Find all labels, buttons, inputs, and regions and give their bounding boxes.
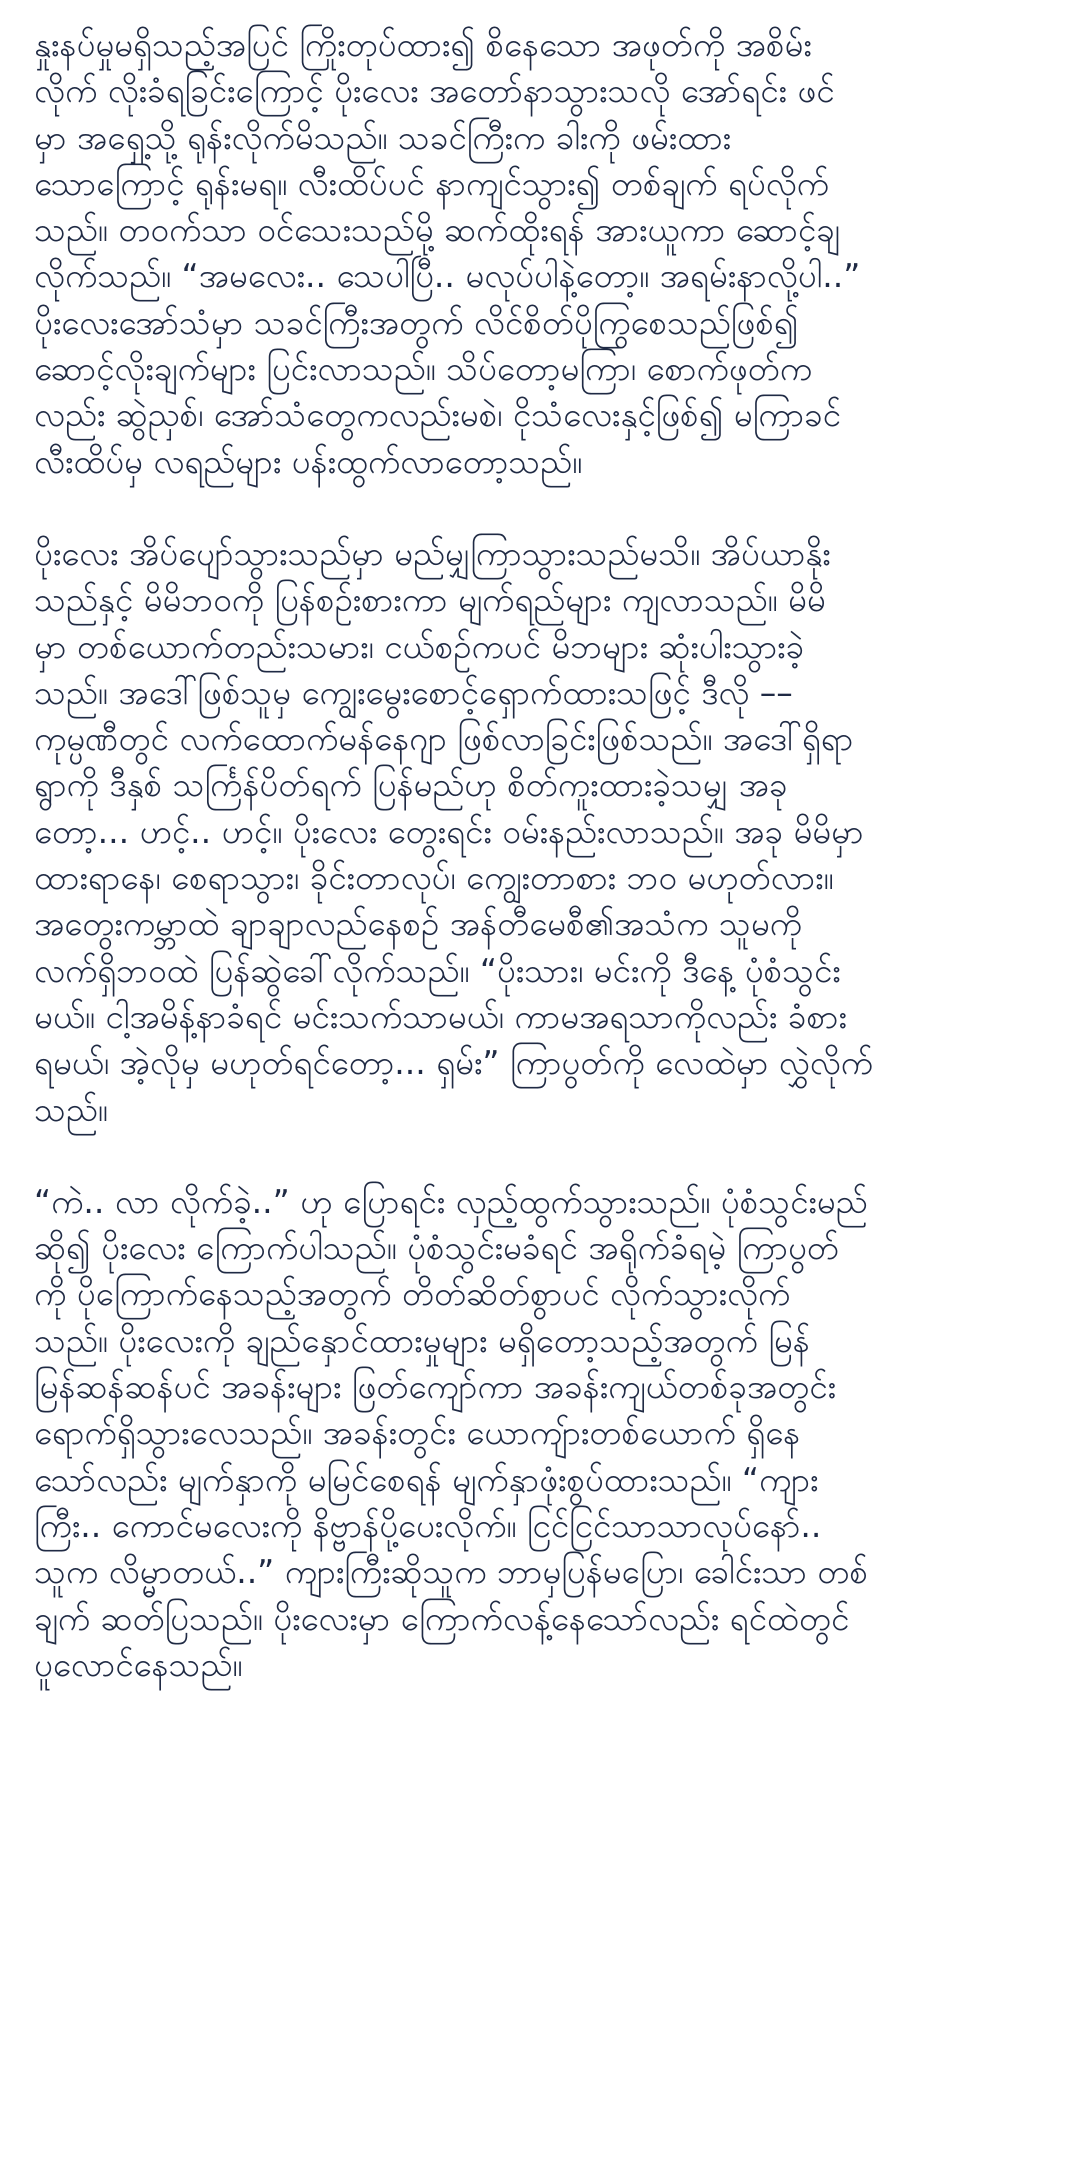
paragraph-line: “ကဲ.. လာ လိုက်ခဲ့..” ဟု ပြောရင်း လှည့်ထွက်သွားသည်။ ပုံစံသွင်းမည် (34, 1181, 868, 1221)
paragraph-line: လက်ရှိဘဝထဲ ပြန်ဆွဲခေါ်လိုက်သည်။ “ပိုးသား၊ မင်းကို ဒီနေ့ ပုံစံသွင်း (34, 950, 841, 990)
paragraph-line: လိုက် လိုးခံရခြင်းကြောင့် ပိုးလေး အတော်နာသွားသလို အော်ရင်း ဖင် (34, 71, 835, 111)
paragraph-line: ပိုးလေး အိပ်ပျော်သွားသည်မှာ မည်မျှကြာသွားသည်မသိ။ အိပ်ယာနိုး (34, 533, 831, 573)
article-body (34, 22, 1054, 1688)
paragraph-line: ကုမ္ပဏီတွင် လက်ထောက်မန်နေဂျာ ဖြစ်လာခြင်းဖြစ်သည်။ အဒေါ်ရှိရာ (34, 719, 854, 759)
paragraph-line: ကို ပိုကြောက်နေသည့်အတွက် တိတ်ဆိတ်စွာပင် လိုက်သွားလိုက် (34, 1274, 791, 1314)
paragraph-line: ရွာကို ဒီနှစ် သင်္ကြန်ပိတ်ရက် ပြန်မည်ဟု စိတ်ကူးထားခဲ့သမျှ အခု (34, 765, 788, 805)
paragraph-line: အတွေးကမ္ဘာထဲ ချာချာလည်နေစဉ် အန်တီမေစီ၏အသံက သူမကို (34, 904, 802, 944)
paragraph-line: ပူလောင်နေသည်။ (34, 1644, 243, 1684)
paragraph-line: သောကြောင့် ရုန်းမရ။ လီးထိပ်ပင် နာကျင်သွား၍ တစ်ချက် ရပ်လိုက် (34, 163, 829, 203)
paragraph-line: လိုက်သည်။ “အမလေး.. သေပါပြီ.. မလုပ်ပါနဲ့တော့။ အရမ်းနာလို့ပါ..” (34, 256, 861, 296)
paragraph-line: ဆို၍ ပိုးလေး ကြောက်ပါသည်။ ပုံစံသွင်းမခံရင် အရိုက်ခံရမဲ့ ကြာပွတ် (34, 1228, 839, 1268)
paragraph-line: သည်။ တဝက်သာ ဝင်သေးသည်မို့ ဆက်ထိုးရန် အားယူကာ ဆောင့်ချ (34, 210, 840, 250)
paragraph-line: ထားရာနေ၊ စေရာသွား၊ ခိုင်းတာလုပ်၊ ကျွေးတာစား ဘဝ မဟုတ်လား။ (34, 858, 834, 898)
story-paragraph (34, 1179, 1054, 1688)
paragraph-line: သည်။ အဒေါ်ဖြစ်သူမှ ကျွေးမွေးစောင့်ရှောက်ထားသဖြင့် ဒီလို –– (34, 672, 793, 712)
paragraph-line: ပိုးလေးအော်သံမှာ သခင်ကြီးအတွက် လိင်စိတ်ပိုကြွစေသည်ဖြစ်၍ (34, 302, 799, 342)
paragraph-line: ကြီး.. ကောင်မလေးကို နိဗ္ဗာန်ပို့ပေးလိုက်။ ငြင်ငြင်သာသာလုပ်နော်.. (34, 1505, 822, 1545)
paragraph-line: တော့... ဟင့်.. ဟင့်။ ပိုးလေး တွေးရင်း ဝမ်းနည်းလာသည်။ အခု မိမိမှာ (34, 811, 864, 851)
paragraph-line: မှာ တစ်ယောက်တည်းသမား၊ ငယ်စဉ်ကပင် မိဘများ ဆုံးပါးသွားခဲ့ (34, 626, 805, 666)
paragraph-line: သည်နှင့် မိမိဘဝကို ပြန်စဉ်းစားကာ မျက်ရည်များ ကျလာသည်။ မိမိ (34, 580, 826, 620)
paragraph-line: လည်း ဆွဲညှစ်၊ အော်သံတွေကလည်းမစဲ၊ ငိုသံလေးနှင့်ဖြစ်၍ မကြာခင် (34, 395, 841, 435)
paragraph-line: မှာ အရှေ့သို့ ရုန်းလိုက်မိသည်။ သခင်ကြီးက ခါးကို ဖမ်းထား (34, 117, 732, 157)
paragraph-line: ရောက်ရှိသွားလေသည်။ အခန်းတွင်း ယောကျ်ားတစ်ယောက် ရှိနေ (34, 1413, 801, 1453)
paragraph-line: လီးထိပ်မှ လရည်များ ပန်းထွက်လာတော့သည်။ (34, 441, 583, 481)
paragraph-line: မြန်ဆန်ဆန်ပင် အခန်းများ ဖြတ်ကျော်ကာ အခန်းကျယ်တစ်ခုအတွင်း (34, 1367, 836, 1407)
paragraph-line: ချက် ဆတ်ပြသည်။ ပိုးလေးမှာ ကြောက်လန့်နေသော်လည်း ရင်ထဲတွင် (34, 1598, 850, 1638)
story-paragraph (34, 22, 1054, 485)
paragraph-line: ဆောင့်လိုးချက်များ ပြင်းလာသည်။ သိပ်တော့မကြာ၊ စောက်ဖုတ်က (34, 349, 813, 389)
paragraph-line: နှုးနပ်မှုမရှိသည့်အပြင် ကြိုးတုပ်ထား၍ စိနေသော အဖုတ်ကို အစိမ်း (34, 25, 812, 64)
paragraph-line: သော်လည်း မျက်နှာကို မမြင်စေရန် မျက်နှာဖုံးစွပ်ထားသည်။ “ကျား (34, 1459, 819, 1499)
paragraph-line: သည်။ (34, 1089, 108, 1129)
story-paragraph (34, 531, 1054, 1133)
paragraph-line: မယ်။ ငါ့အမိန့်နာခံရင် မင်းသက်သာမယ်၊ ကာမအရသာကိုလည်း ခံစား (34, 996, 847, 1036)
paragraph-line: သူက လိမ္မာတယ်..” ကျားကြီးဆိုသူက ဘာမှပြန်မပြော၊ ခေါင်းသာ တစ် (34, 1552, 868, 1592)
paragraph-line: ရမယ်၊ အဲ့လိုမှ မဟုတ်ရင်တော့... ရှမ်း” ကြာပွတ်ကို လေထဲမှာ လွှဲလိုက် (34, 1043, 873, 1083)
paragraph-line: သည်။ ပိုးလေးကို ချည်နှောင်ထားမှုများ မရှိတော့သည့်အတွက် မြန် (34, 1320, 810, 1360)
